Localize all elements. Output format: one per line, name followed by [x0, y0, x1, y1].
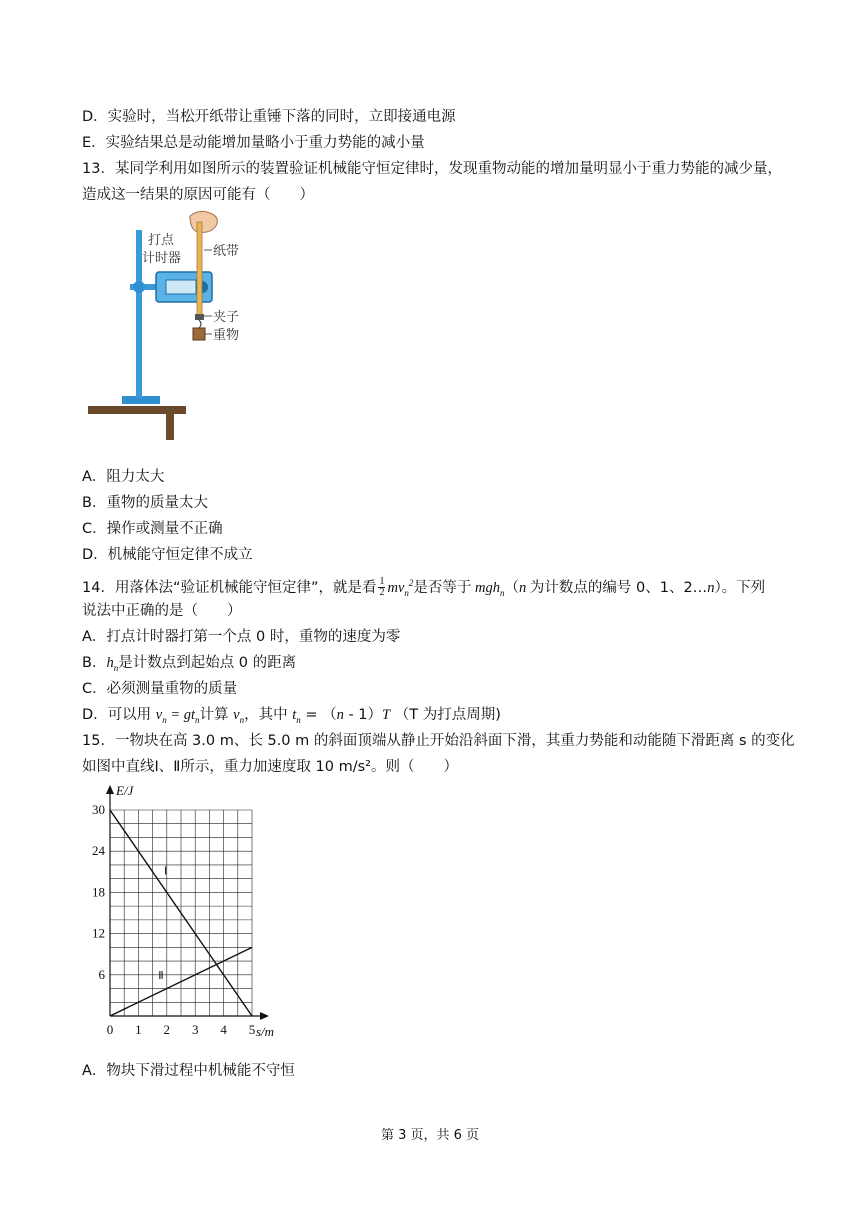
energy-distance-graph	[86, 782, 296, 1042]
symbol-n: n	[519, 579, 530, 596]
q13-option-a: A．阻力太大	[82, 469, 165, 485]
q12-option-d: D．实验时，当松开纸带让重锤下落的同时，立即接通电源	[82, 109, 456, 125]
table-top	[88, 406, 186, 414]
q13-stem-line-2: 造成这一结果的原因可能有（ ）	[82, 187, 314, 203]
q14-option-d: D．可以用 $v_n = gt_n$计算 $v_n$，其中 $t_n = (n - 1)T$ （T 为打点周期)	[82, 707, 501, 725]
q14-option-d-part-1: D．可以用	[82, 707, 152, 723]
q14-stem-line-1	[82, 572, 765, 604]
q14-option-b-text: 是计数点到起始点 0 的距离	[118, 655, 297, 671]
table-leg	[166, 414, 174, 440]
half-fraction	[378, 577, 385, 598]
formula-vn-gtn: $v_n = gt_n$	[155, 707, 200, 725]
q14-stem-part-5: ）。下列	[714, 579, 766, 596]
label-clip: 夹子	[213, 310, 240, 325]
q15-stem-line-1: 15．一物块在高 3.0 m、长 5.0 m 的斜面顶端从静止开始沿斜面下滑，其重力势能和动能随下滑距离 s 的变化	[82, 733, 795, 749]
q14-option-b: B．$h_n$是计数点到起始点 0 的距离	[82, 655, 297, 673]
q14-option-d-part-3: ，其中	[244, 707, 288, 723]
x-tick-label: 1	[135, 1022, 142, 1037]
page-footer: 第 3 页，共 6 页	[380, 1128, 480, 1143]
q14-stem-line-2: 说法中正确的是（ ）	[82, 603, 242, 619]
symbol-vn: $v_n$	[233, 707, 245, 725]
label-timer-1: 打点	[148, 233, 175, 248]
label-tape: 纸带	[213, 244, 240, 259]
x-axis-label: s/m	[256, 1024, 275, 1039]
y-tick-label: 18	[92, 884, 105, 900]
y-tick-label: 12	[92, 925, 105, 941]
clamp-knob	[133, 281, 145, 293]
q15-stem-line-2: 如图中直线Ⅰ、Ⅱ所示，重力加速度取 10 m/s²。则（ ）	[82, 759, 458, 775]
label-timer-2: 计时器	[142, 251, 182, 266]
q14-option-d-part-4: （T 为打点周期)	[394, 707, 501, 723]
q13-option-b: B．重物的质量太大	[82, 495, 208, 511]
y-tick-label: 24	[92, 843, 105, 859]
q13-option-c: C．操作或测量不正确	[82, 521, 223, 537]
y-axis-label: E/J	[116, 783, 134, 798]
q14-stem-part-4: 为计数点的编号 0、1、2…	[529, 579, 708, 596]
label-weight: 重物	[213, 328, 240, 343]
series-label-1: Ⅰ	[163, 865, 168, 878]
symbol-n-end: n	[707, 579, 715, 596]
formula-potential: mgh$_n$	[471, 579, 505, 598]
q14-stem-part-1: 14．用落体法“验证机械能守恒定律”，就是看	[82, 579, 377, 596]
chart-axes	[106, 783, 274, 1039]
series-label-2: Ⅱ	[158, 969, 164, 982]
q15-option-a: A．物块下滑过程中机械能不守恒	[82, 1063, 295, 1079]
timer-window	[166, 280, 196, 294]
symbol-hn: $h_n$	[106, 655, 119, 673]
y-tick-label: 30	[92, 802, 105, 817]
formula-tn: $t_n$	[292, 707, 301, 725]
x-tick-label: 0	[106, 1022, 114, 1037]
x-tick-label: 3	[191, 1022, 199, 1037]
q13-option-d: D．机械能守恒定律不成立	[82, 547, 253, 563]
x-tick-label: 4	[220, 1022, 227, 1037]
x-tick-label: 5	[248, 1022, 256, 1037]
formula-kinetic: $mv_n^2$	[387, 578, 414, 598]
q12-option-e: E．实验结果总是动能增加量略小于重力势能的减小量	[82, 135, 425, 151]
x-axis-arrow	[260, 1012, 269, 1020]
y-axis-arrow	[106, 785, 114, 794]
apparatus-figure	[86, 210, 256, 446]
fraction-numerator: 1	[379, 576, 385, 588]
y-tick-label: 6	[98, 966, 105, 982]
weight-block	[193, 328, 205, 340]
q14-stem-part-3: （	[504, 579, 520, 596]
clip-icon	[195, 314, 204, 320]
q14-option-a: A．打点计时器打第一个点 0 时，重物的速度为零	[82, 629, 401, 645]
hand-icon	[190, 211, 217, 232]
q14-option-d-part-2: 计算	[199, 707, 229, 723]
q13-stem-line-1: 13．某同学利用如图所示的装置验证机械能守恒定律时，发现重物动能的增加量明显小于重力势能的减少量，	[82, 161, 782, 177]
q14-stem-part-2: 是否等于	[413, 579, 472, 596]
q14-option-c: C．必须测量重物的质量	[82, 681, 238, 697]
x-tick-label: 2	[163, 1022, 171, 1037]
fraction-denominator: 2	[379, 587, 385, 599]
paper-tape	[197, 222, 202, 316]
